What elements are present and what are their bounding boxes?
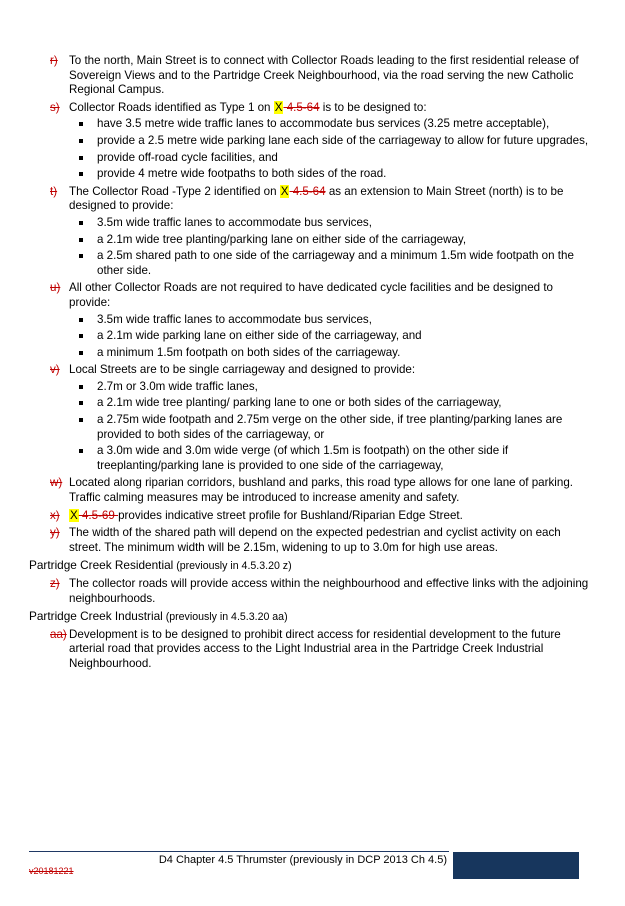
list-item <box>29 54 595 98</box>
item-text: Collector Roads identified as Type 1 on <box>69 100 274 114</box>
deleted-reference: 4.5-64 <box>283 100 320 114</box>
item-text-cont: as an extension to Main Street (north) is to be designed to provide: <box>69 184 564 213</box>
section-title: Partridge Creek Residential <box>29 558 174 573</box>
footer-divider <box>29 851 449 852</box>
inserted-reference: X <box>280 184 289 198</box>
item-text-cont: is to be designed to: <box>319 100 427 114</box>
item-label: s) <box>50 100 60 114</box>
list-item <box>29 101 595 182</box>
main-content <box>29 54 595 675</box>
item-text: All other Collector Roads are not required to have dedicated cycle facilities and be designed to provide: <box>69 281 554 309</box>
list-item <box>29 526 595 555</box>
bullet-item: provide 4 metre wide footpaths to both sides of the road. <box>69 167 595 182</box>
bullet-item: a 2.75m wide footpath and 2.75m verge on the other side, if tree planting/parking lanes are provided to both sides of the carriageway, or <box>69 413 595 442</box>
item-label: t) <box>50 184 58 198</box>
section-subtitle: (previously in 4.5.3.20 z) <box>173 560 292 573</box>
item-label: w) <box>50 476 63 490</box>
bullet-list <box>69 216 595 278</box>
bullet-item: 3.5m wide traffic lanes to accommodate bus services, <box>69 216 595 231</box>
list-item <box>29 628 595 672</box>
item-label: v) <box>50 363 60 377</box>
item-text: The width of the shared path will depend on the expected pedestrian and cyclist activity on each street. The minimum width will be 2.15m, widening to up to 3.0m for high use areas. <box>69 526 561 554</box>
bullet-item: have 3.5 metre wide traffic lanes to accommodate bus services (3.25 metre acceptable), <box>69 117 595 132</box>
bullet-item: a 2.5m shared path to one side of the carriageway and a minimum 1.5m wide footpath on the other side. <box>69 249 595 278</box>
item-label: u) <box>50 281 61 295</box>
bullet-item: provide off-road cycle facilities, and <box>69 151 595 166</box>
item-text: Located along riparian corridors, bushland and parks, this road type allows for one lane of parking. Traffic calming measures may be introduced to increase amenity and safety. <box>69 476 573 505</box>
item-label: aa) <box>50 627 67 641</box>
bullet-list <box>69 380 595 474</box>
list-item <box>29 509 595 524</box>
bullet-item: a minimum 1.5m footpath on both sides of the carriageway. <box>69 346 595 361</box>
item-label: y) <box>50 526 60 540</box>
item-text: Local Streets are to be single carriageway and designed to provide: <box>69 363 416 377</box>
bullet-item: 3.5m wide traffic lanes to accommodate bus services, <box>69 313 595 328</box>
list-item <box>29 281 595 360</box>
list-item <box>29 185 595 279</box>
bullet-item: a 2.1m wide tree planting/ parking lane to one or both sides of the carriageway, <box>69 396 595 411</box>
item-text-cont: provides indicative street profile for Bushland/Riparian Edge Street. <box>118 508 463 522</box>
item-label: z) <box>50 577 60 590</box>
bullet-list <box>69 313 595 361</box>
section-subtitle: (previously in 4.5.3.20 aa) <box>162 611 288 624</box>
deleted-reference: 4.5-69 <box>78 508 119 522</box>
bullet-item: a 3.0m wide and 3.0m wide verge (of which 1.5m is footpath) on the other side if treeplanting/parking lane is provided to one side of the carriageway, <box>69 444 595 473</box>
item-text: The Collector Road -Type 2 identified on <box>69 184 280 198</box>
bullet-item: a 2.1m wide tree planting/parking lane on either side of the carriageway, <box>69 233 595 248</box>
section-heading-industrial <box>29 609 595 625</box>
inserted-reference: X <box>70 508 78 522</box>
item-text: The collector roads will provide access within the neighbourhood and effective links with the adjoining neighbourhoods. <box>69 577 589 605</box>
bullet-item: provide a 2.5 metre wide parking lane each side of the carriageway to allow for future upgrades, <box>69 134 595 149</box>
bullet-item: 2.7m or 3.0m wide traffic lanes, <box>69 380 595 395</box>
item-text: To the north, Main Street is to connect with Collector Roads leading to the first residential release of Sovereign Views and to the Partridge Creek Neighbourhood, via the road serving the new Catholic Regional Campus. <box>69 54 579 97</box>
footer-version: v20181221 <box>29 866 74 876</box>
deleted-reference: 4.5-64 <box>289 184 326 198</box>
item-label: x) <box>50 508 60 522</box>
item-text: Development is to be designed to prohibit direct access for residential development to the future arterial road that provides access to the Light Industrial area in the Partridge Creek Industrial Neighbourhood. <box>69 627 561 670</box>
bullet-list <box>69 117 595 181</box>
list-item <box>29 577 595 606</box>
section-title: Partridge Creek Industrial <box>29 609 163 624</box>
section-heading-residential <box>29 558 595 574</box>
footer-chapter: D4 Chapter 4.5 Thrumster (previously in DCP 2013 Ch 4.5) <box>158 854 447 866</box>
list-item <box>29 363 595 473</box>
list-item <box>29 476 595 505</box>
inserted-reference: X <box>274 100 283 114</box>
footer-color-block <box>453 852 579 879</box>
bullet-item: a 2.1m wide parking lane on either side of the carriageway, and <box>69 329 595 344</box>
item-label: r) <box>50 54 58 67</box>
